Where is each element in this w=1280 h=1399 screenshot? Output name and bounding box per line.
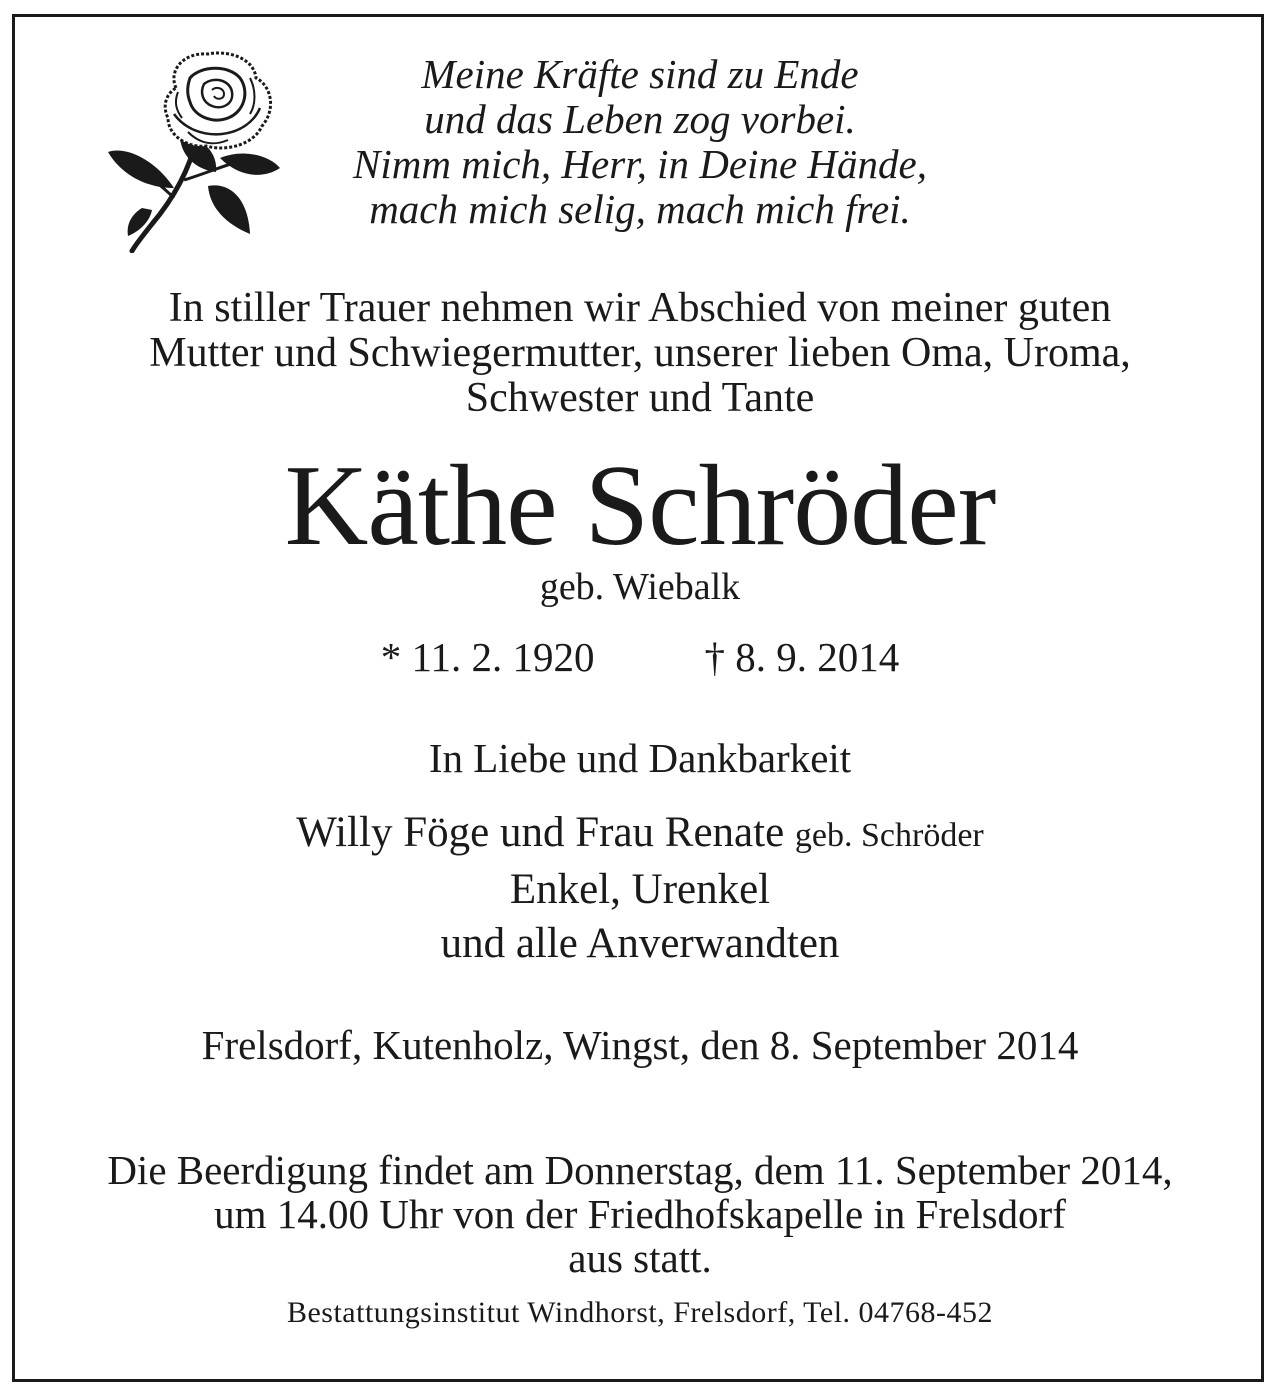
funeral-line: Die Beerdigung findet am Donnerstag, dem 11. September 2014, xyxy=(107,1147,1173,1193)
intro-line: Mutter und Schwiegermutter, unserer lieben Oma, Uroma, xyxy=(149,330,1131,376)
funeral-info xyxy=(0,1148,1280,1280)
mourners-maiden-name: geb. Schröder xyxy=(794,817,984,854)
intro-line: Schwester und Tante xyxy=(465,375,815,421)
place-and-date: Frelsdorf, Kutenholz, Wingst, den 8. September 2014 xyxy=(201,1022,1079,1068)
mourners-main: Willy Föge und Frau Renate xyxy=(296,809,785,856)
funeral-line: um 14.00 Uhr von der Friedhofskapelle in Frelsdorf xyxy=(214,1191,1066,1237)
mourners-line: Enkel, Urenkel xyxy=(509,866,771,913)
poem xyxy=(300,52,980,232)
mourners-list xyxy=(0,806,1280,971)
mourners-line: und alle Anverwandten xyxy=(440,920,840,967)
mourners-heading: In Liebe und Dankbarkeit xyxy=(428,735,852,781)
mourners-line xyxy=(0,806,1280,863)
poem-line: mach mich selig, mach mich frei. xyxy=(369,186,911,232)
poem-line: Meine Kräfte sind zu Ende xyxy=(421,51,859,97)
birth-date: * 11. 2. 1920 xyxy=(380,634,595,680)
maiden-name: geb. Wiebalk xyxy=(539,566,741,608)
intro-text xyxy=(0,286,1280,421)
intro-line: In stiller Trauer nehmen wir Abschied von meiner guten xyxy=(168,285,1112,331)
life-dates xyxy=(0,632,1280,682)
undertaker-info: Bestattungsinstitut Windhorst, Frelsdorf, Tel. 04768-452 xyxy=(286,1296,994,1329)
funeral-line: aus statt. xyxy=(568,1235,712,1281)
deceased-name: Käthe Schröder xyxy=(284,442,996,570)
poem-line: Nimm mich, Herr, in Deine Hände, xyxy=(353,141,927,187)
death-date: † 8. 9. 2014 xyxy=(704,634,900,680)
poem-line: und das Leben zog vorbei. xyxy=(424,96,856,142)
rose-icon xyxy=(104,48,284,253)
